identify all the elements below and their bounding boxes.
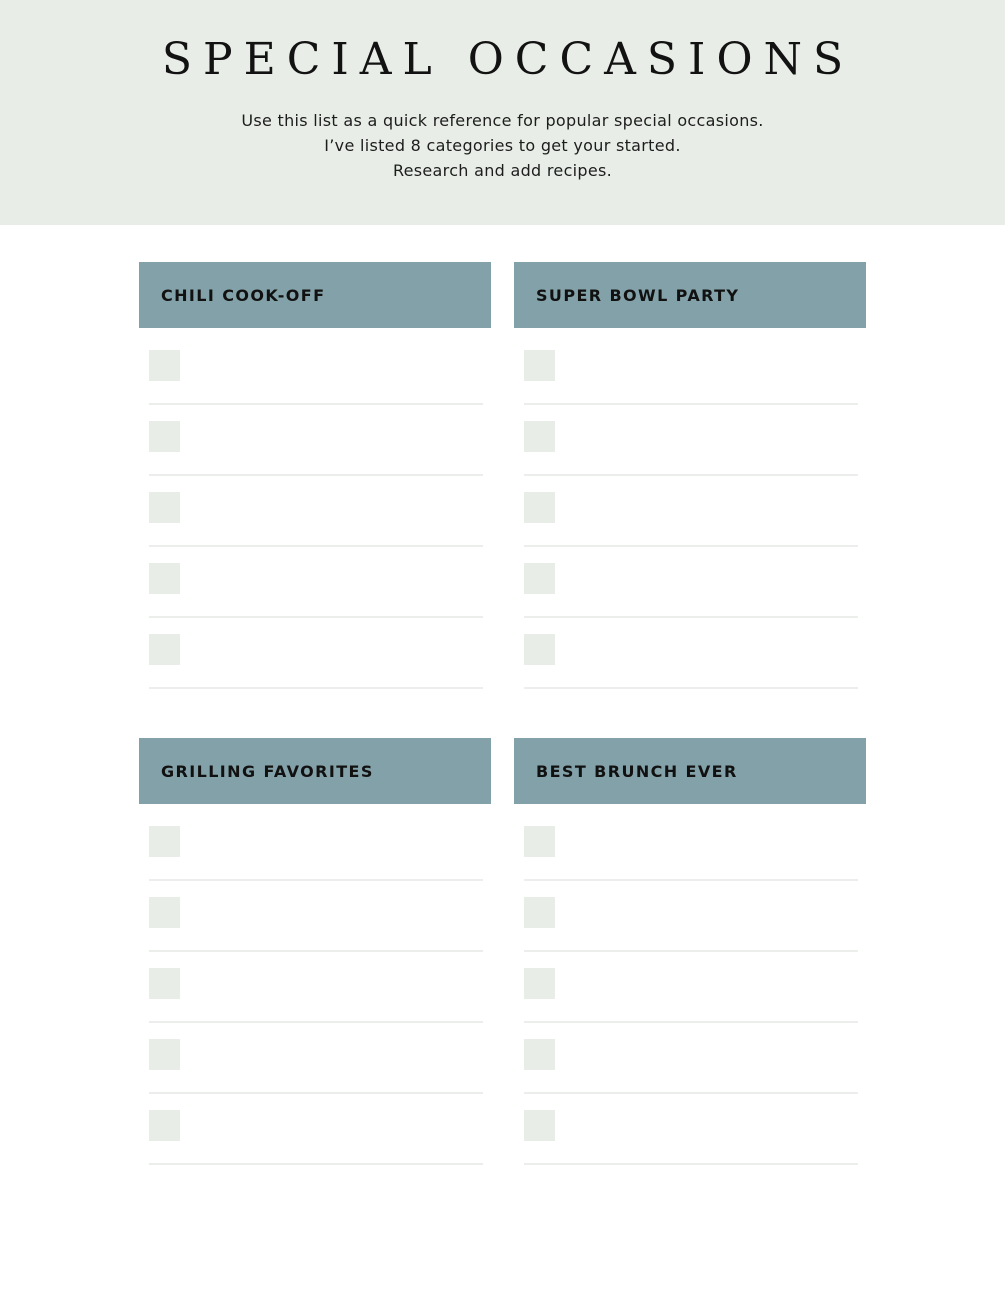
category-title: GRILLING FAVORITES — [161, 761, 374, 781]
checkbox[interactable] — [524, 1110, 555, 1141]
category-header — [514, 738, 866, 804]
checkbox[interactable] — [524, 350, 555, 381]
rule-line — [524, 474, 858, 476]
header-banner — [0, 0, 1005, 225]
rule-line — [524, 950, 858, 952]
checkbox[interactable] — [524, 1039, 555, 1070]
rule-line — [149, 1092, 483, 1094]
intro-line: Research and add recipes. — [392, 161, 613, 180]
rule-line — [149, 950, 483, 952]
checkbox[interactable] — [149, 634, 180, 665]
category-header — [514, 262, 866, 328]
rule-line — [524, 1092, 858, 1094]
checkbox[interactable] — [524, 492, 555, 523]
checkbox[interactable] — [149, 350, 180, 381]
rule-line — [524, 1163, 858, 1165]
rule-line — [149, 1163, 483, 1165]
rule-line — [149, 1021, 483, 1023]
checkbox[interactable] — [524, 563, 555, 594]
intro-line: Use this list as a quick reference for popular special occasions. — [241, 111, 764, 130]
checkbox[interactable] — [524, 421, 555, 452]
checkbox[interactable] — [524, 968, 555, 999]
rule-line — [524, 545, 858, 547]
rule-line — [149, 879, 483, 881]
rule-line — [524, 1021, 858, 1023]
rule-line — [524, 879, 858, 881]
category-title: CHILI COOK-OFF — [161, 285, 326, 305]
rule-line — [149, 403, 483, 405]
checkbox[interactable] — [149, 1110, 180, 1141]
rule-line — [524, 403, 858, 405]
checkbox[interactable] — [524, 634, 555, 665]
category-header — [139, 262, 491, 328]
category-title: SUPER BOWL PARTY — [536, 285, 740, 305]
category-card — [514, 738, 866, 804]
intro-line: I’ve listed 8 categories to get your started. — [324, 136, 681, 155]
checkbox[interactable] — [149, 421, 180, 452]
checkbox[interactable] — [149, 826, 180, 857]
checkbox[interactable] — [149, 492, 180, 523]
page-title: SPECIAL OCCASIONS — [161, 34, 855, 85]
checkbox[interactable] — [149, 1039, 180, 1070]
checkbox[interactable] — [524, 826, 555, 857]
checkbox[interactable] — [149, 968, 180, 999]
intro-text — [0, 108, 1005, 183]
rule-line — [149, 616, 483, 618]
rule-line — [524, 687, 858, 689]
category-card — [139, 738, 491, 804]
rule-line — [524, 616, 858, 618]
checkbox[interactable] — [149, 897, 180, 928]
rule-line — [149, 687, 483, 689]
rule-line — [149, 545, 483, 547]
category-card — [514, 262, 866, 328]
checkbox[interactable] — [149, 563, 180, 594]
checkbox[interactable] — [524, 897, 555, 928]
rule-line — [149, 474, 483, 476]
category-header — [139, 738, 491, 804]
category-card — [139, 262, 491, 328]
category-title: BEST BRUNCH EVER — [536, 761, 738, 781]
